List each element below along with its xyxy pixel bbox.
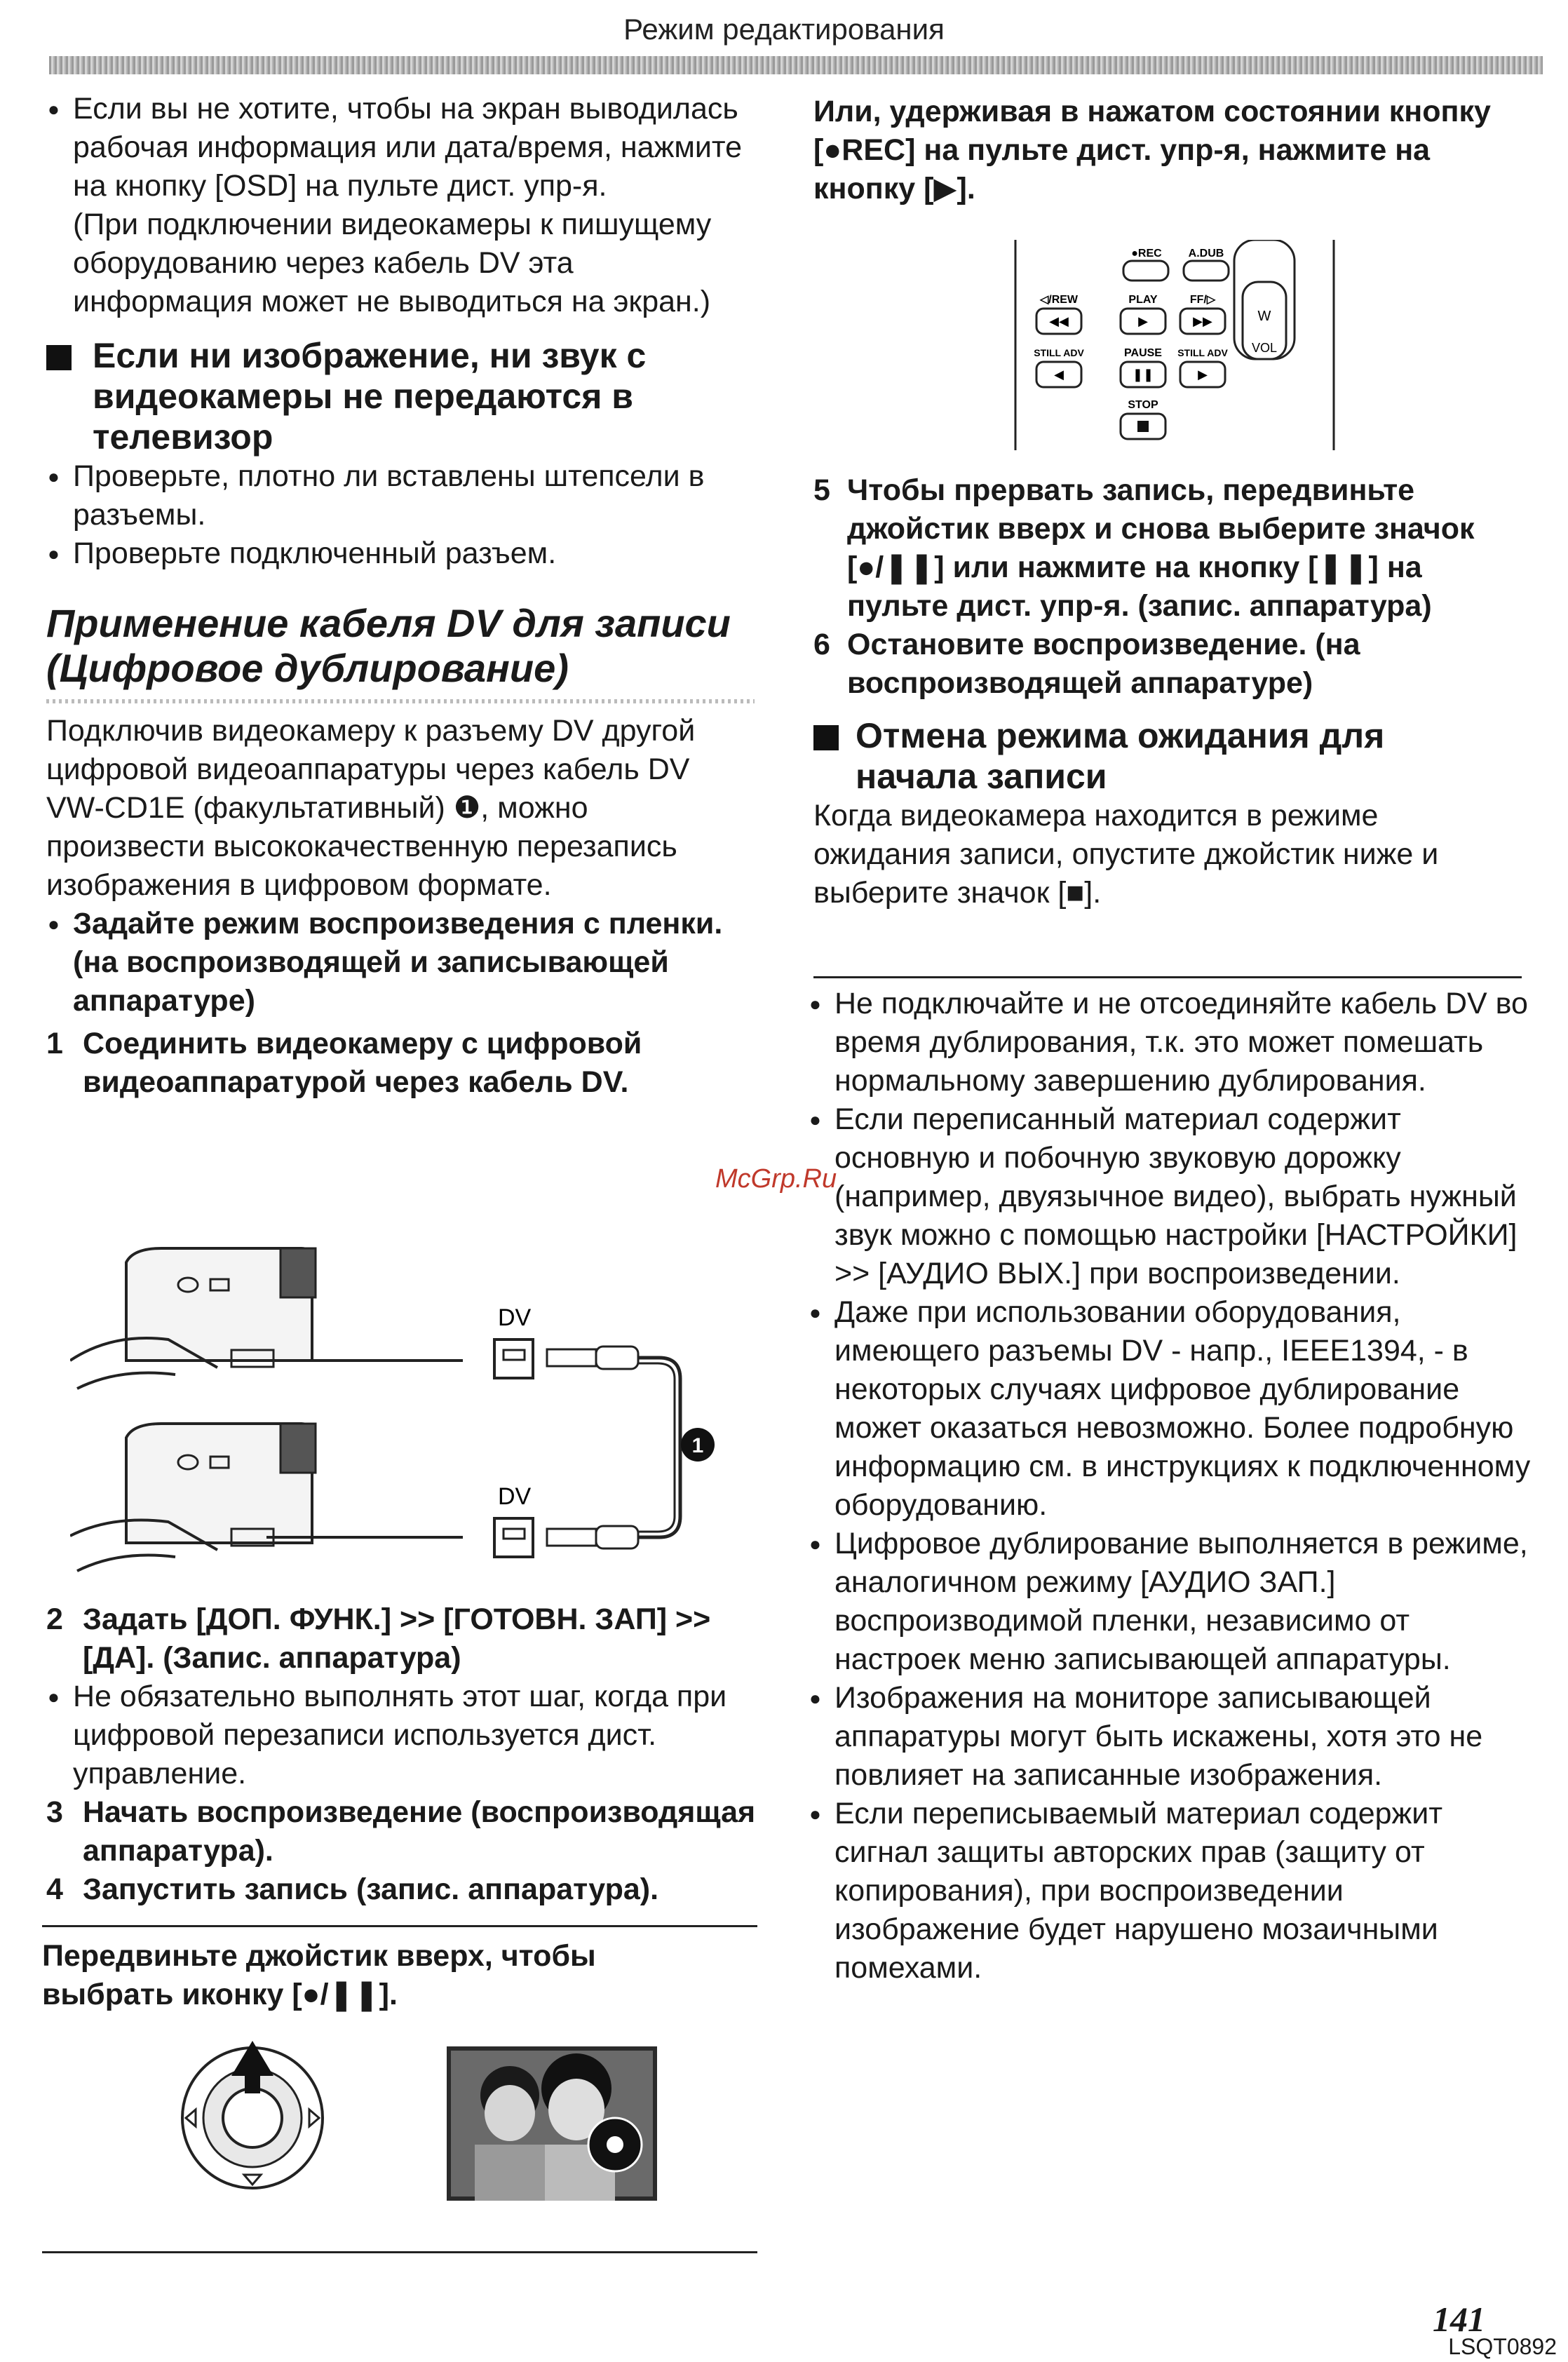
svg-text:▶: ▶ (1198, 367, 1208, 382)
step-5: 5 Чтобы прервать запись, передвиньте джойстик вверх и снова выберите значок [●/❚❚] или нажмите на кнопку [❚❚] на пульте дист. упр-я. (запис. аппаратура) (813, 473, 1475, 623)
note-item: ● Не подключайте и не отсоединяйте кабель DV во время дублирования, т.к. это может помешать нормальному завершению дублирования. (808, 985, 1536, 1100)
joystick-instruction: Передвиньте джойстик вверх, чтобы выбрать иконку [●/❚❚]. (42, 1939, 596, 2011)
monitor-photo-image (447, 2046, 657, 2201)
check-bullet-2: ● Проверьте подключенный разъем. (46, 534, 762, 573)
note-item: ● Цифровое дублирование выполняется в режиме, аналогичном режиму [АУДИО ЗАП.] воспроизводимой пленки, независимо от настроек меню записывающей аппаратуры. (808, 1525, 1536, 1679)
step-2-note: ● Не обязательно выполнять этот шаг, когда при цифровой перезаписи используется дист. управление. (46, 1678, 774, 1793)
dv-heading: Применение кабеля DV для записи (Цифровое дублирование) (46, 601, 731, 690)
step-4: 4 Запустить запись (запис. аппаратура). (46, 1872, 659, 1906)
intro-bullet: ● Если вы не хотите, чтобы на экран выводилась рабочая информация или дата/время, нажмите на кнопку [OSD] на пульте дист. упр-я. (46, 90, 774, 205)
square-bullet-icon-2 (813, 725, 839, 750)
svg-text:▶: ▶ (1138, 314, 1148, 329)
intro-note: (При подключении видеокамеры к пишущему оборудованию через кабель DV эта информация может не выводиться на экран.) (73, 208, 712, 318)
right-divider (813, 976, 1522, 978)
note-item: ● Если переписанный материал содержит основную и побочную звуковую дорожку (например, двуязычное видео), выбрать нужный звук можно с помощью настройки [НАСТРОЙКИ] >> [АУДИО ВЫХ.] при воспроизведении. (808, 1100, 1536, 1293)
left-column-lower (46, 1600, 762, 1909)
page-header: Режим редактирования (623, 13, 945, 46)
rew-label: ◁/REW (1039, 294, 1079, 306)
step-1: 1 Соединить видеокамеру с цифровой видеоаппаратурой через кабель DV. (46, 1027, 642, 1099)
camcorder-bottom-icon (70, 1424, 316, 1571)
svg-text:◀◀: ◀◀ (1049, 314, 1069, 329)
right-column (813, 471, 1515, 912)
svg-text:1: 1 (691, 1434, 704, 1457)
svg-text:▶▶: ▶▶ (1193, 314, 1212, 329)
square-bullet-icon (46, 345, 72, 370)
check-bullet-1: ● Проверьте, плотно ли вставлены штепсели в разъемы. (46, 457, 762, 534)
document-code: LSQT0892 (1448, 2334, 1557, 2359)
camcorder-top-icon (70, 1248, 316, 1389)
step-3: 3 Начать воспроизведение (воспроизводящая аппаратура). (46, 1795, 756, 1868)
notes-list (808, 985, 1531, 1988)
joystick-figure (172, 2034, 333, 2195)
left-column (46, 90, 762, 1102)
dv-intro-paragraph: Подключив видеокамеру к разъему DV другой цифровой видеоаппаратуры через кабель DV VW-CD1E (факультативный) ❶, можно произвести высококачественную перезапись изображения в цифровом формате. (46, 714, 696, 902)
remote-vol-label: VOL (1251, 341, 1278, 355)
pause-label: PAUSE (1124, 347, 1162, 359)
still-adv-right-label: STILL ADV (1177, 347, 1228, 358)
cancel-standby-text: Когда видеокамера находится в режиме ожидания записи, опустите джойстик ниже и выберите значок [■]. (813, 799, 1439, 910)
still-adv-left-label: STILL ADV (1034, 347, 1084, 358)
heading-underline (46, 699, 755, 703)
section-title-cancel-standby: Отмена режима ожидания для начала записи (813, 715, 1487, 797)
step-2: 2 Задать [ДОП. ФУНК.] >> [ГОТОВН. ЗАП] >> [ДА]. (Запис. аппаратура) (46, 1602, 711, 1675)
rec-label: ●REC (1131, 248, 1162, 259)
remote-control-figure (1010, 240, 1346, 450)
svg-text:◀: ◀ (1054, 367, 1064, 382)
step-6: 6 Остановите воспроизведение. (на воспроизводящей аппаратуре) (813, 628, 1360, 700)
dv-label-top: DV (498, 1304, 532, 1331)
playback-mode-bullet: ● Задайте режим воспроизведения с пленки. (на воспроизводящей и записывающей аппаратуре) (46, 905, 725, 1020)
section-title-no-signal: Если ни изображение, ни звук с видеокамеры не передаются в телевизор (46, 335, 762, 457)
left-divider-1 (42, 1925, 757, 1927)
play-label: PLAY (1128, 294, 1158, 306)
adub-button[interactable] (1184, 261, 1229, 281)
remote-w-label: W (1257, 309, 1271, 324)
left-divider-2 (42, 2251, 757, 2253)
ff-label: FF/▷ (1189, 294, 1216, 306)
adub-label: A.DUB (1188, 248, 1224, 259)
stop-label: STOP (1128, 399, 1158, 411)
dv-connection-figure (70, 1220, 736, 1613)
svg-text:❚❚: ❚❚ (1132, 367, 1154, 382)
note-item: ● Даже при использовании оборудования, имеющего разъемы DV - напр., IEEE1394, - в некоторых случаях цифровое дублирование может оказаться невозможно. Более подробную информацию см. в инструкциях к подключенному оборудованию. (808, 1293, 1543, 1525)
watermark: McGrp.Ru (715, 1164, 837, 1194)
note-item: ● Если переписываемый материал содержит сигнал защиты авторских прав (защиту от копирования), при воспроизведении изображение будет нарушено мозаичными помехами. (808, 1795, 1536, 1988)
note-item: ● Изображения на мониторе записывающей аппаратуры могут быть искажены, хотя это не повлияет на записанные изображения. (808, 1679, 1536, 1795)
dv-label-bottom: DV (498, 1483, 532, 1510)
rec-button[interactable] (1123, 261, 1168, 281)
page-number: 141 (1433, 2300, 1485, 2339)
header-bar (49, 56, 1543, 74)
dv-cable-icon (547, 1347, 680, 1548)
remote-instruction: Или, удерживая в нажатом состоянии кнопку [●REC] на пульте дист. упр-я, нажмите на кнопку [▶]. (813, 95, 1491, 205)
